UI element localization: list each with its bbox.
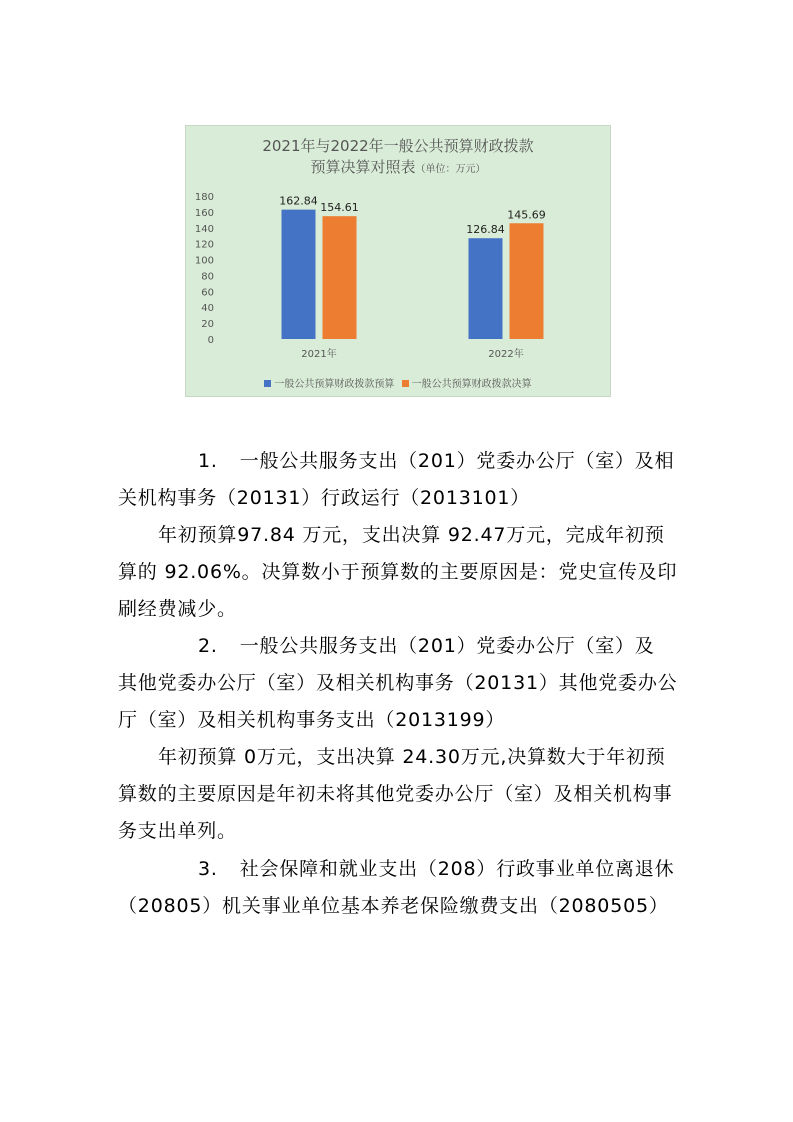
section-1-heading-text: 一般公共服务支出（201）党委办公厅（室）及相关机构事务（20131）行政运行（2013101） — [118, 450, 675, 509]
legend-label-budget: 一般公共预算财政拨款预算 — [274, 379, 395, 390]
section-3 — [118, 851, 678, 925]
legend-swatch-budget — [264, 380, 271, 387]
bar-budget-1 — [469, 238, 503, 339]
section-1 — [118, 443, 678, 628]
budget-comparison-chart — [185, 125, 611, 397]
section-1-heading — [118, 443, 678, 517]
y-tick-label: 20 — [201, 319, 214, 331]
bar-final-0 — [323, 216, 357, 339]
y-tick-label: 180 — [194, 192, 214, 203]
legend-item-budget — [264, 375, 394, 390]
section-3-number: 3. — [198, 858, 218, 880]
section-2-heading — [118, 628, 678, 739]
legend-swatch-final — [402, 380, 409, 387]
x-category-label: 2022年 — [488, 349, 524, 360]
section-2-heading-text: 一般公共服务支出（201）党委办公厅（室）及 其他党委办公厅（室）及相关机构事务（20131）其他党委办公厅（室）及相关机构事务支出（2013199） — [118, 635, 678, 731]
chart-title-line1: 2021年与2022年一般公共预算财政拨款 — [262, 137, 534, 155]
data-label: 154.61 — [320, 201, 359, 215]
data-label: 162.84 — [279, 194, 318, 208]
chart-title-main: 预算决算对照表 — [310, 158, 416, 176]
section-3-heading — [118, 851, 678, 925]
y-tick-label: 80 — [201, 271, 214, 283]
x-category-label: 2021年 — [301, 349, 337, 360]
section-2-detail: 年初预算 0万元，支出决算 24.30万元,决算数大于年初预算数的主要原因是年初未将其他党委办公厅（室）及相关机构事务支出单列。 — [118, 746, 673, 842]
chart-legend — [186, 375, 610, 390]
section-3-heading-text: 社会保障和就业支出（208）行政事业单位离退休（20805）机关事业单位基本养老保险缴费支出（2080505） — [118, 858, 675, 917]
chart-title-unit: （单位：万元） — [415, 164, 486, 175]
legend-item-final — [402, 375, 532, 390]
bar-chart-svg — [186, 126, 612, 398]
y-tick-label: 140 — [194, 223, 214, 235]
section-1-number: 1. — [198, 450, 218, 472]
y-tick-label: 40 — [201, 303, 214, 315]
bar-budget-0 — [282, 210, 316, 339]
y-tick-label: 120 — [194, 239, 214, 251]
y-tick-label: 160 — [194, 207, 214, 219]
data-label: 126.84 — [466, 223, 505, 237]
bar-final-1 — [510, 223, 544, 339]
y-tick-label: 60 — [201, 287, 214, 299]
y-tick-label: 0 — [207, 335, 214, 346]
section-2 — [118, 628, 678, 850]
section-2-number: 2. — [198, 635, 218, 657]
legend-label-final: 一般公共预算财政拨款决算 — [411, 379, 532, 390]
y-tick-label: 100 — [194, 255, 214, 267]
section-1-detail: 年初预算97.84 万元，支出决算 92.47万元，完成年初预算的 92.06%。决算数小于预算数的主要原因是：党史宣传及印刷经费减少。 — [118, 524, 678, 620]
data-label: 145.69 — [507, 208, 546, 222]
